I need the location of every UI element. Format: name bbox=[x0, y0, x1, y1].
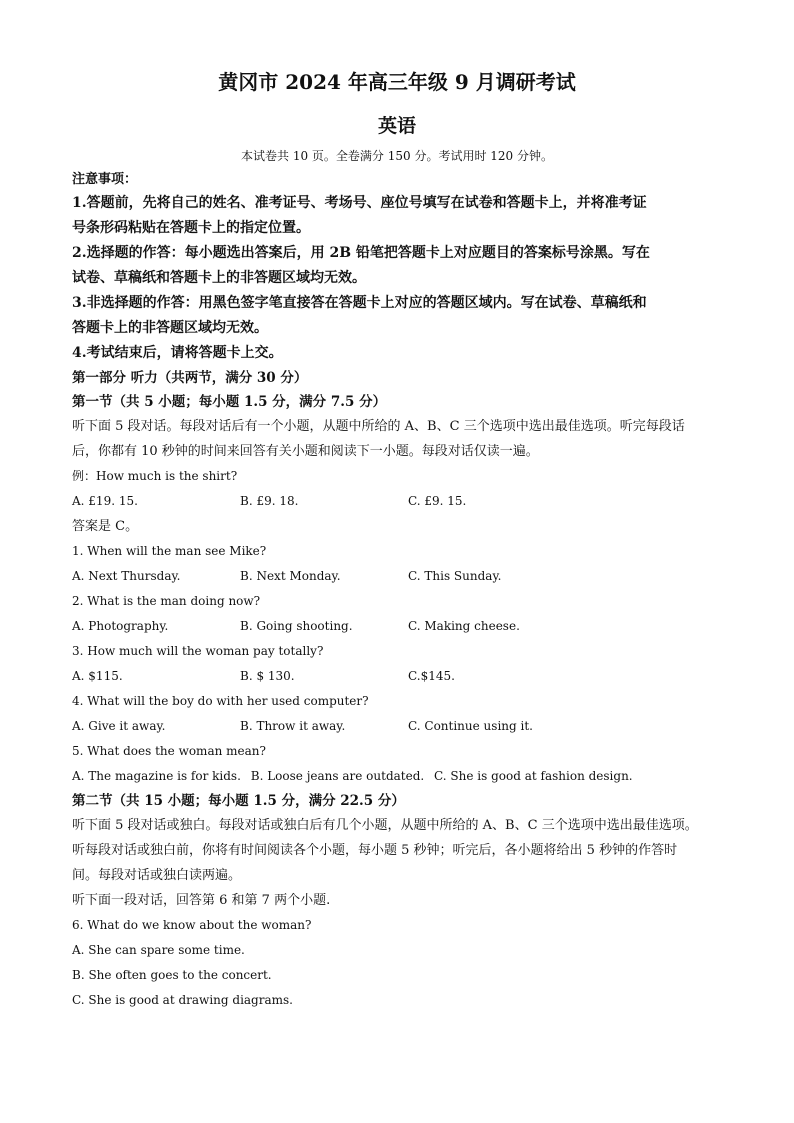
notes-item-1-line-1: 1.答题前，先将自己的姓名、准考证号、考场号、座位号填写在试卷和答题卡上，并将准考证 bbox=[72, 195, 647, 211]
question-4-option-a: A. Give it away. bbox=[72, 719, 166, 733]
question-3-option-b: B. $ 130. bbox=[240, 669, 295, 683]
notes-item-2-line-1: 2.选择题的作答：每小题选出答案后，用 2B 铅笔把答题卡上对应题目的答案标号涂黑。写在 bbox=[72, 245, 650, 261]
question-5-option-b: B. Loose jeans are outdated. bbox=[250, 769, 425, 783]
example-question: 例：How much is the shirt? bbox=[72, 469, 238, 483]
example-option-a: A. £19. 15. bbox=[72, 494, 138, 508]
example-option-c: C. £9. 15. bbox=[408, 494, 467, 508]
question-6: 6. What do we know about the woman? bbox=[72, 918, 312, 932]
section2-instruction-line-3: 间。每段对话或独白读两遍。 bbox=[72, 868, 242, 883]
question-4: 4. What will the boy do with her used computer? bbox=[72, 694, 369, 708]
question-4-options bbox=[72, 714, 724, 739]
question-4-option-b: B. Throw it away. bbox=[240, 719, 346, 733]
example-options bbox=[72, 489, 724, 514]
section2-heading: 第二节（共 15 小题；每小题 1.5 分，满分 22.5 分） bbox=[72, 793, 405, 809]
question-2-option-c: C. Making cheese. bbox=[408, 619, 520, 633]
notes-item-3-line-2: 答题卡上的非答题区域均无效。 bbox=[72, 320, 268, 336]
question-5: 5. What does the woman mean? bbox=[72, 744, 266, 758]
question-3-option-c: C.$145. bbox=[408, 669, 455, 683]
notes-heading: 注意事项： bbox=[72, 172, 138, 187]
notes-item-4: 4.考试结束后，请将答题卡上交。 bbox=[72, 345, 283, 361]
question-3-options bbox=[72, 664, 724, 689]
question-2-options bbox=[72, 614, 724, 639]
section1-heading: 第一节（共 5 小题；每小题 1.5 分，满分 7.5 分） bbox=[72, 394, 387, 410]
part1-heading: 第一部分 听力（共两节，满分 30 分） bbox=[72, 370, 308, 386]
question-1-options bbox=[72, 564, 724, 589]
exam-intro: 本试卷共 10 页。全卷满分 150 分。考试用时 120 分钟。 bbox=[241, 149, 553, 163]
question-2: 2. What is the man doing now? bbox=[72, 594, 261, 608]
question-2-option-a: A. Photography. bbox=[72, 619, 169, 633]
question-3-option-a: A. $115. bbox=[72, 669, 123, 683]
exam-title: 黄冈市 2024 年高三年级 9 月调研考试 bbox=[218, 70, 576, 94]
section1-instruction-line-2: 后，你都有 10 秒钟的时间来回答有关小题和阅读下一小题。每段对话仅读一遍。 bbox=[72, 444, 539, 459]
section1-instruction-line-1: 听下面 5 段对话。每段对话后有一个小题，从题中所给的 A、B、C 三个选项中选出最佳选项。听完每段话 bbox=[72, 419, 685, 434]
dialog-intro: 听下面一段对话，回答第 6 和第 7 两个小题. bbox=[72, 893, 331, 908]
question-5-option-a: A. The magazine is for kids. bbox=[72, 769, 241, 783]
question-1: 1. When will the man see Mike? bbox=[72, 544, 267, 558]
exam-content bbox=[72, 168, 724, 1013]
example-option-b: B. £9. 18. bbox=[240, 494, 299, 508]
question-4-option-c: C. Continue using it. bbox=[408, 719, 533, 733]
question-1-option-c: C. This Sunday. bbox=[408, 569, 502, 583]
question-2-option-b: B. Going shooting. bbox=[240, 619, 353, 633]
notes-item-1-line-2: 号条形码粘贴在答题卡上的指定位置。 bbox=[72, 220, 310, 236]
question-6-option-c: C. She is good at drawing diagrams. bbox=[72, 993, 293, 1007]
notes-item-3-line-1: 3.非选择题的作答：用黑色签字笔直接答在答题卡上对应的答题区域内。写在试卷、草稿纸和 bbox=[72, 295, 647, 311]
question-5-option-c: C. She is good at fashion design. bbox=[434, 769, 633, 783]
question-1-option-a: A. Next Thursday. bbox=[72, 569, 181, 583]
question-6-option-b: B. She often goes to the concert. bbox=[72, 968, 272, 982]
question-5-options bbox=[72, 764, 724, 789]
section2-instruction-line-2: 听每段对话或独白前，你将有时间阅读各个小题，每小题 5 秒钟；听完后，各小题将给出 5 秒钟的作答时 bbox=[72, 843, 678, 858]
question-3: 3. How much will the woman pay totally? bbox=[72, 644, 324, 658]
example-answer: 答案是 C。 bbox=[72, 519, 139, 534]
question-6-option-a: A. She can spare some time. bbox=[72, 943, 245, 957]
notes-item-2-line-2: 试卷、草稿纸和答题卡上的非答题区域均无效。 bbox=[72, 270, 366, 286]
question-1-option-b: B. Next Monday. bbox=[240, 569, 341, 583]
section2-instruction-line-1: 听下面 5 段对话或独白。每段对话或独白后有几个小题，从题中所给的 A、B、C 三个选项中选出最佳选项。 bbox=[72, 818, 698, 833]
exam-subject: 英语 bbox=[377, 115, 416, 137]
